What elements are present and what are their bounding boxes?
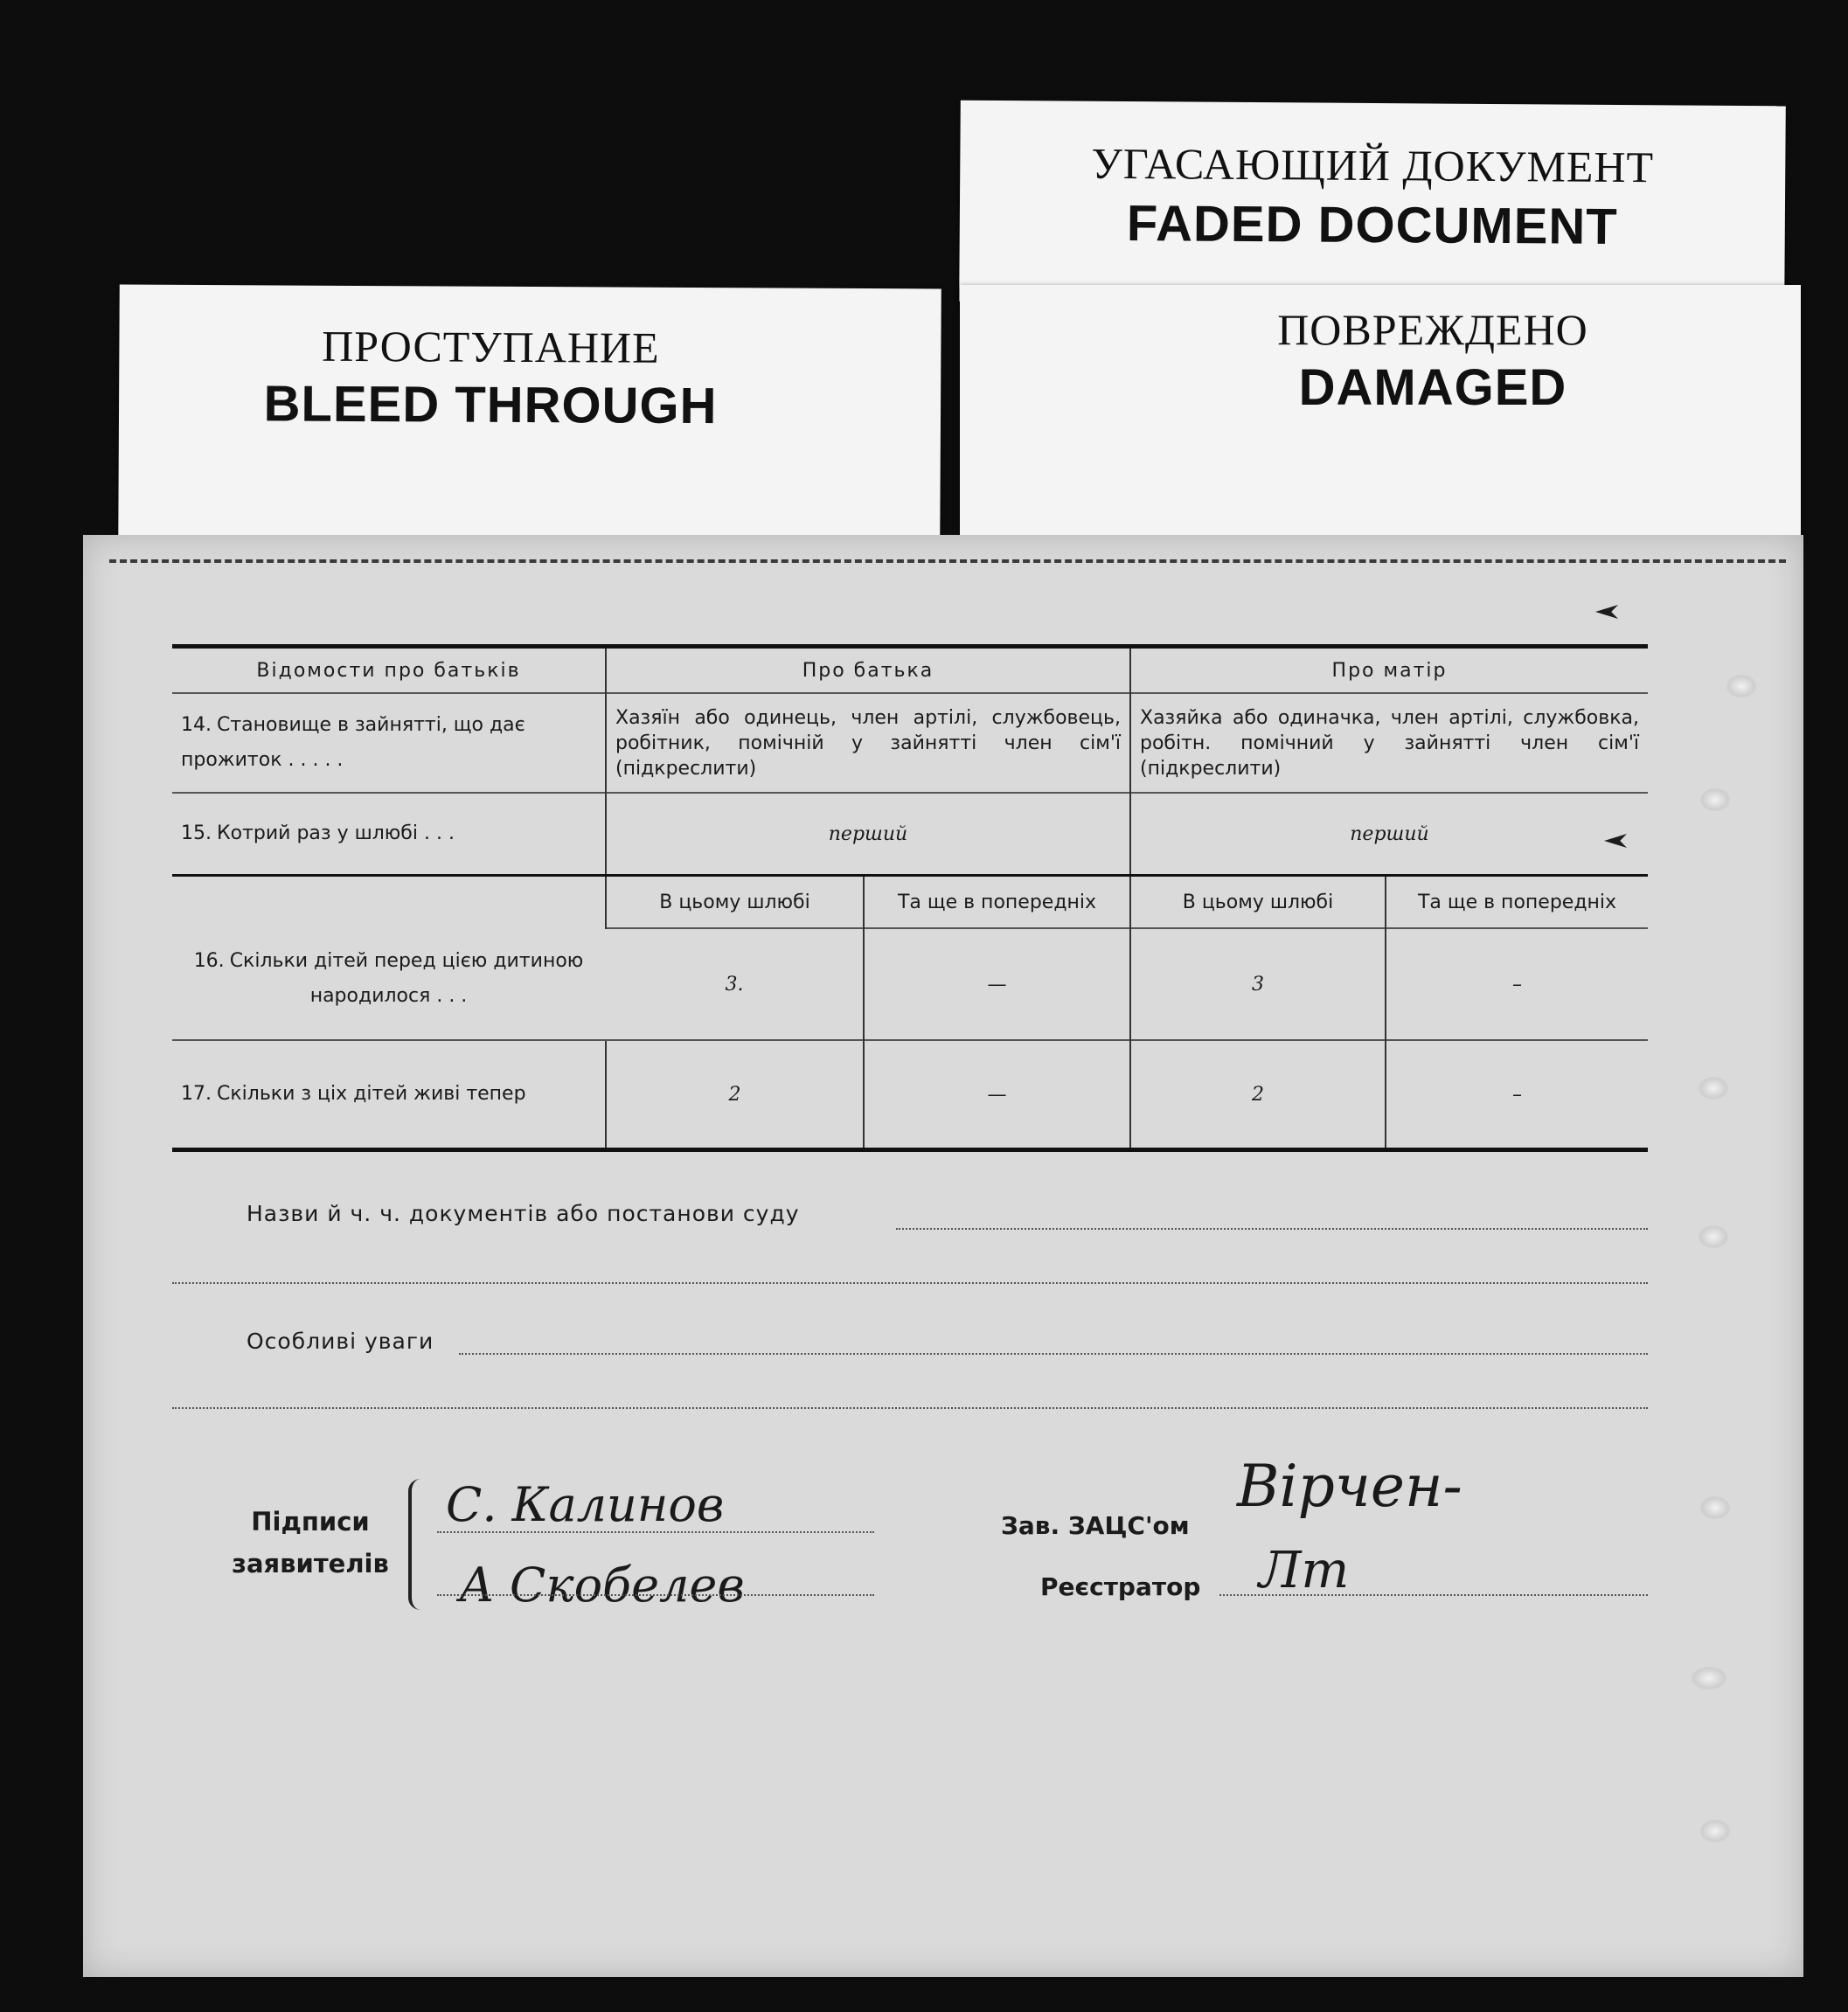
q15-label: Котрий раз у шлюбі . . . [217, 822, 455, 844]
q14-cell [172, 693, 606, 793]
q15-father-value: перший [606, 793, 1130, 876]
faded-document-label [959, 101, 1786, 308]
documents-line-2 [172, 1282, 1648, 1284]
row-q17 [172, 1040, 1648, 1150]
applicants-bracket [408, 1479, 426, 1610]
binding-hole [1726, 675, 1756, 697]
applicant2-line [437, 1594, 874, 1596]
subheader-mother-prev: Та ще в попередніх [1386, 876, 1648, 929]
faded-label-en: FADED DOCUMENT [1126, 195, 1618, 255]
q16-label: Скільки дітей перед цією дитиною народилося . . . [229, 950, 584, 1007]
binding-hole [1700, 788, 1730, 811]
head-signature: Вірчен- [1237, 1453, 1462, 1520]
header-father: Про батька [606, 647, 1130, 694]
bleed-label-en: BLEED THROUGH [263, 375, 718, 435]
q17-cell [172, 1040, 606, 1150]
bleed-through-label [118, 285, 941, 552]
q15-cell [172, 793, 606, 876]
remarks-label: Особливі уваги [247, 1329, 434, 1354]
faded-label-ru: УГАСАЮЩИЙ ДОКУМЕНТ [1091, 138, 1655, 192]
damaged-label [960, 285, 1801, 547]
applicant2-signature: А Скобелев [459, 1558, 745, 1613]
header-mother: Про матір [1130, 647, 1648, 694]
table-header-row [172, 647, 1648, 694]
subheader-father-this: В цьому шлюбі [606, 876, 864, 929]
row-q15 [172, 793, 1648, 876]
head-of-registry-label: Зав. ЗАЦС'ом [1001, 1511, 1190, 1540]
damaged-label-en: DAMAGED [1298, 359, 1567, 416]
registrar-label: Реєстратор [1040, 1572, 1201, 1601]
binding-hole [1699, 1225, 1728, 1248]
q14-mother-options: Хазяйка або одиначка, член артілі, службовка, робітн. помічний у зайнятті член сім'ї (підкреслити) [1130, 693, 1648, 793]
q15-mother-value: перший [1130, 793, 1648, 876]
q16-number: 16. [193, 950, 225, 972]
parents-info-table [172, 644, 1648, 1152]
damaged-label-ru: ПОВРЕЖДЕНО [1277, 305, 1588, 354]
header-parents-info: Відомости про батьків [172, 647, 606, 694]
q17-father-prev: — [864, 1040, 1130, 1150]
bleed-label-ru: ПРОСТУПАНИЕ [322, 321, 660, 372]
subheader-row [172, 876, 1648, 929]
q17-mother-prev: – [1386, 1040, 1648, 1150]
perforation-line [109, 559, 1786, 563]
q15-number: 15. [181, 822, 212, 844]
row-q14 [172, 693, 1648, 793]
q17-father-this: 2 [606, 1040, 864, 1150]
applicants-signatures-label: Підписи заявителів [232, 1507, 389, 1578]
q17-number: 17. [181, 1083, 212, 1105]
q17-mother-this: 2 [1130, 1040, 1386, 1150]
subheader-father-prev: Та ще в попередніх [864, 876, 1130, 929]
staple-mark [1595, 605, 1618, 619]
q17-label: Скільки з ціх дітей живі тепер [217, 1083, 526, 1105]
record-card [83, 535, 1803, 1977]
binding-hole [1699, 1077, 1728, 1100]
q16-father-this: 3. [606, 928, 864, 1040]
documents-line-1 [896, 1228, 1648, 1230]
q14-number: 14. [181, 714, 212, 736]
binding-hole [1700, 1496, 1730, 1519]
registrar-signature: Лт [1259, 1540, 1350, 1599]
remarks-line-2 [172, 1407, 1648, 1409]
registrar-line [1219, 1594, 1648, 1596]
subheader-mother-this: В цьому шлюбі [1130, 876, 1386, 929]
q16-father-prev: — [864, 928, 1130, 1040]
q14-label: Становище в зайнятті, що дає прожиток . . . . . [181, 714, 525, 771]
q16-mother-this: 3 [1130, 928, 1386, 1040]
applicant1-line [437, 1531, 874, 1533]
q16-cell [172, 876, 606, 1041]
q16-mother-prev: – [1386, 928, 1648, 1040]
binding-hole [1700, 1820, 1730, 1842]
q14-father-options: Хазяїн або одинець, член артілі, службовець, робітник, помічній у зайнятті член сім'ї (підкреслити) [606, 693, 1130, 793]
applicant1-signature: С. Калинов [446, 1477, 725, 1532]
documents-label: Назви й ч. ч. документів або постанови суду [247, 1201, 800, 1226]
remarks-line-1 [459, 1353, 1648, 1355]
binding-hole [1692, 1667, 1726, 1689]
